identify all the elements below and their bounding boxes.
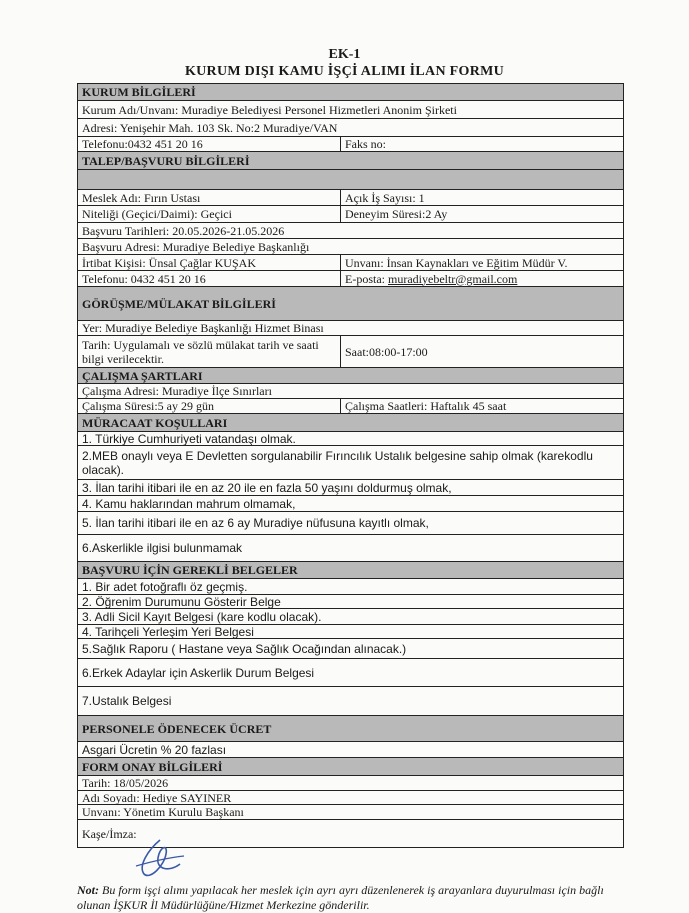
footnote-label: Not: [77,883,99,897]
belge-item: 7.Ustalık Belgesi [82,694,172,708]
onay-ad-soyad: Adı Soyadı: Hediye SAYINER [82,791,232,804]
section-kurum [78,83,623,100]
section-gorusme [78,286,623,320]
muracaat-item: 4. Kamu haklarından mahrum olmamak, [82,496,296,511]
basvuru-tarihleri: Başvuru Tarihleri: 20.05.2026-21.05.2026 [82,223,285,238]
calisma-adresi: Çalışma Adresi: Muradiye İlçe Sınırları [82,384,272,398]
belge-item: 1. Bir adet fotoğraflı öz geçmiş. [82,579,248,594]
gorusme-yer: Yer: Muradiye Belediye Başkanlığı Hizmet Binası [82,321,324,335]
irtibat-unvani: Unvanı: İnsan Kaynakları ve Eğitim Müdür V. [340,255,623,270]
calisma-saatleri: Çalışma Saatleri: Haftalık 45 saat [340,399,623,413]
form-title: KURUM DIŞI KAMU İŞÇİ ALIMI İLAN FORMU [184,64,505,79]
section-onay [78,757,623,775]
niteligi: Niteliği (Geçici/Daimi): Geçici [82,207,232,221]
belge-item: 4. Tarihçeli Yerleşim Yeri Belgesi [82,625,254,638]
section-title: GÖRÜŞME/MÜLAKAT BİLGİLERİ [82,296,276,311]
belge-item: 5.Sağlık Raporu ( Hastane veya Sağlık Ocağından alınacak.) [82,641,407,656]
footnote-text: Bu form işçi alımı yapılacak her meslek için ayrı ayrı düzenlenerek iş arayanlara duyurulması için bağlı olunan İŞKUR İl Müdürlüğüne/Hizmet Merkezine gönderilir. [77,883,604,912]
belge-item: 3. Adli Sicil Kayıt Belgesi (kare kodlu olacak). [82,609,322,624]
basvuru-adresi: Başvuru Adresi: Muradiye Belediye Başkanlığı [82,239,310,254]
form-code: EK-1 [328,47,361,62]
signature-mark [130,836,190,880]
section-talep [78,151,623,169]
gorusme-tarih: Tarih: Uygulamalı ve sözlü mülakat tarih ve saati bilgi verilecektir. [82,337,319,366]
eposta-label: E-posta: [345,271,385,286]
section-calisma [78,367,623,383]
irtibat-telefonu: Telefonu: 0432 451 20 16 [82,271,206,286]
onay-tarih: Tarih: 18/05/2026 [82,776,169,790]
kurum-fax: Faks no: [340,137,623,151]
kurum-phone: Telefonu:0432 451 20 16 [82,137,203,151]
muracaat-item: 1. Türkiye Cumhuriyeti vatandaşı olmak. [82,432,296,445]
belge-item: 2. Öğrenim Durumunu Gösterir Belge [82,595,281,608]
acik-is-sayisi: Açık İş Sayısı: 1 [340,190,623,205]
deneyim-suresi: Deneyim Süresi:2 Ay [340,206,623,222]
meslek-adi: Meslek Adı: Fırın Ustası [82,190,201,205]
section-title: BAŞVURU İÇİN GEREKLİ BELGELER [82,563,298,577]
ucret-value: Asgari Ücretin % 20 fazlası [82,742,227,757]
muracaat-item: 5. İlan tarihi itibari ile en az 6 ay Muradiye nüfusuna kayıtlı olmak, [82,516,429,530]
eposta-link[interactable]: muradiyebeltr@gmail.com [388,271,518,286]
onay-kase-imza: Kaşe/İmza: [82,826,137,841]
section-ucret [78,715,623,741]
kurum-name: Kurum Adı/Unvanı: Muradiye Belediyesi Personel Hizmetleri Anonim Şirketi [82,102,457,117]
section-title: MÜRACAAT KOŞULLARI [82,415,228,430]
section-muracaat [78,413,623,431]
section-title: ÇALIŞMA ŞARTLARI [82,368,203,383]
onay-unvan: Unvanı: Yönetim Kurulu Başkanı [82,805,244,819]
kurum-address: Adresi: Yenişehir Mah. 103 Sk. No:2 Muradiye/VAN [82,120,338,135]
eposta [340,271,623,286]
belge-item: 6.Erkek Adaylar için Askerlik Durum Belgesi [82,665,315,680]
calisma-suresi: Çalışma Süresi:5 ay 29 gün [82,399,214,413]
section-belgeler [78,561,623,578]
section-title: PERSONELE ÖDENECEK ÜCRET [82,721,272,736]
section-title: FORM ONAY BİLGİLERİ [82,759,223,774]
section-talep-spacer [78,169,623,189]
announcement-form [77,83,624,848]
section-title: KURUM BİLGİLERİ [82,85,196,99]
footnote [77,883,637,913]
irtibat-kisisi: İrtibat Kişisi: Ünsal Çağlar KUŞAK [82,255,256,270]
muracaat-item: 6.Askerlikle ilgisi bulunmamak [82,541,243,555]
gorusme-saat: Saat:08:00-17:00 [340,336,623,367]
muracaat-item: 2.MEB onaylı veya E Devletten sorgulanabilir Fırıncılık Ustalık belgesine sahip olmak (karekodlu olacak). [82,448,593,477]
muracaat-item: 3. İlan tarihi itibari ile en az 20 ile en fazla 50 yaşını doldurmuş olmak, [82,480,452,495]
section-title: TALEP/BAŞVURU BİLGİLERİ [82,153,250,168]
